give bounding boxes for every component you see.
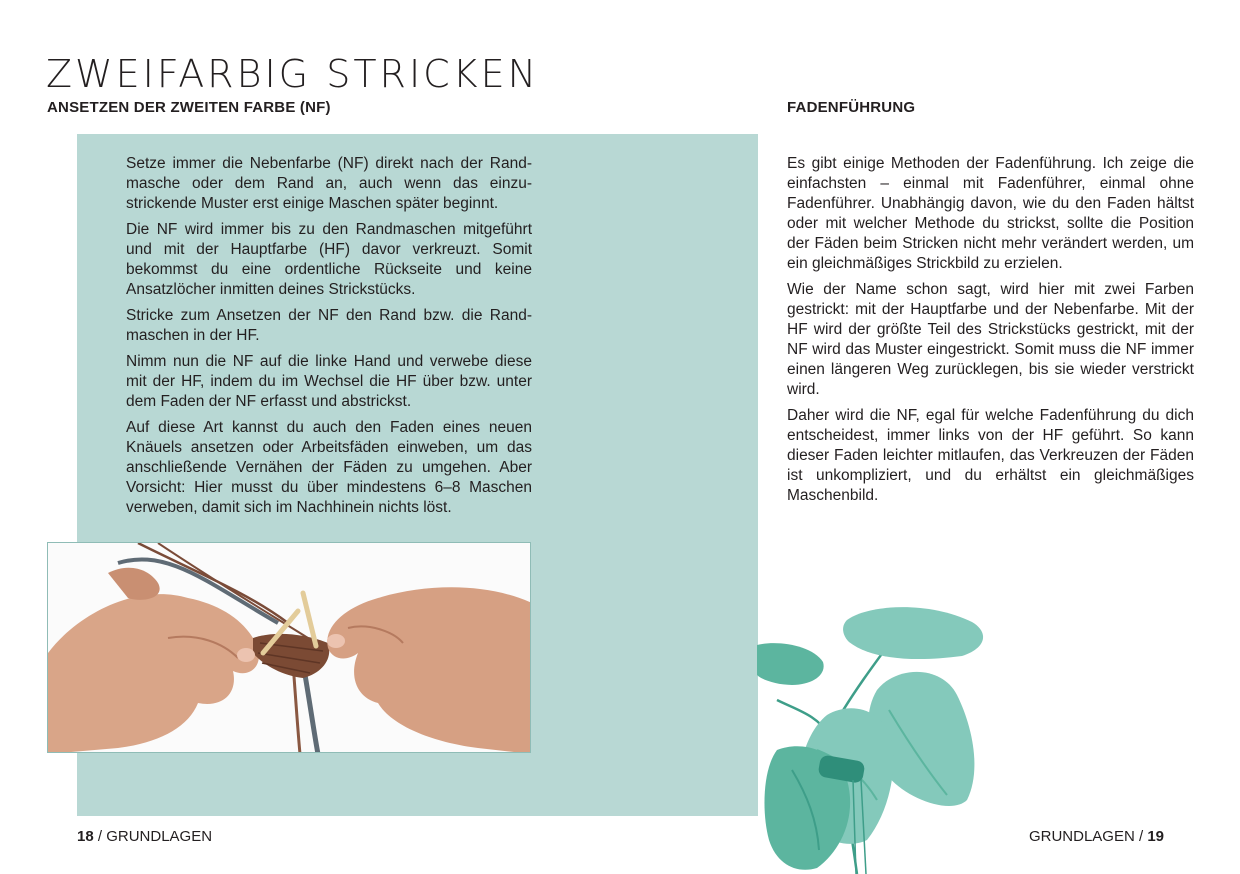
right-column-text [787,154,1194,512]
right-paragraph: Wie der Name schon sagt, wird hier mit zwei Farben gestrickt: mit der Hauptfarbe und der Nebenfarbe. Mit der HF wird der größte Teil des Strickstücks gestrickt, mit der NF wird das Muster eingestrickt. Somit muss die NF immer einen längeren Weg zurücklegen, bis sie wieder verstrickt wird. [787,281,1194,398]
plant-leaves-illustration [757,600,1017,874]
left-column-text [126,154,532,524]
left-section-heading: ANSETZEN DER ZWEITEN FARBE (NF) [47,99,331,116]
right-paragraph: Daher wird die NF, egal für welche Fadenführung du dich entscheidest, immer links von der HF geführt. So kann dieser Faden leichter mitlaufen, das Verkreuzen der Fäden ist unkompliziert, und du erhältst ein gleichmäßiges Maschenbild. [787,407,1194,504]
right-paragraph: Es gibt einige Methoden der Fadenführung. Ich zeige die einfachsten – einmal mit Fadenführer, einmal ohne Fadenführer. Unabhängig davon, wie du den Faden hältst oder mit welcher Methode du strickst, sollte die Position der Fäden beim Stricken nicht mehr verändert werden, um ein gleichmäßiges Strickbild zu erzielen. [787,155,1194,272]
right-page-number: 19 [1147,828,1164,845]
left-paragraph: Die NF wird immer bis zu den Randmaschen mitgeführt und mit der Hauptfarbe (HF) davor verkreuzt. Somit bekommst du eine ordentliche Rückseite und keine Ansatzlöcher inmitten deines Strickstücks. [126,221,532,298]
left-paragraph: Auf diese Art kannst du auch den Faden eines neuen Knäuels ansetzen oder Arbeitsfäden einweben, um das anschließende Vernähen der Fäden zu umgehen. Aber Vorsicht: Hier musst du über mindestens 6–8 Maschen verweben, damit sich im Nachhinein nichts löst. [126,419,532,516]
left-section-label: / GRUNDLAGEN [97,828,213,845]
knitting-photo-illustration [48,543,531,753]
left-page-number: 18 [77,828,94,845]
left-paragraph: Stricke zum Ansetzen der NF den Rand bzw. die Randmaschen in der HF. [126,307,532,344]
right-section-label: GRUNDLAGEN / [1028,828,1144,845]
right-page-folio [1029,828,1164,845]
left-page-folio [77,828,212,845]
hands-knitting-photo [47,542,531,753]
right-section-heading: FADENFÜHRUNG [787,99,916,116]
page-title: ZWEIFARBIG STRICKEN [46,52,540,96]
left-paragraph: Setze immer die Nebenfarbe (NF) direkt nach der Randmasche oder dem Rand an, auch wenn das einzustrickende Muster erst einige Maschen später beginnt. [126,155,532,212]
left-paragraph: Nimm nun die NF auf die linke Hand und verwebe diese mit der HF, indem du im Wechsel die HF über bzw. unter dem Faden der NF erfasst und abstrickst. [126,353,532,410]
